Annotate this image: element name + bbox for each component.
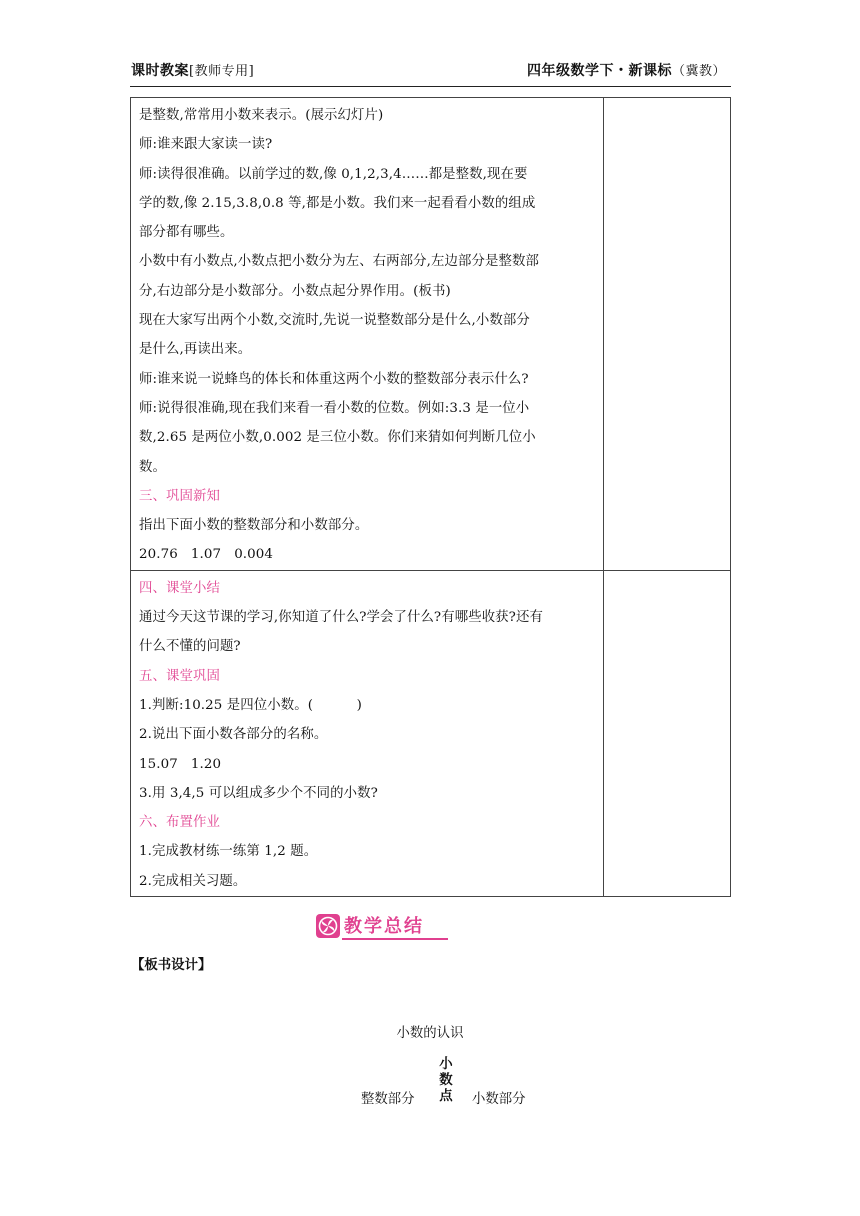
text-line: 2.说出下面小数各部分的名称。 (139, 727, 328, 743)
notes-cell (604, 570, 731, 896)
text-line: 师:读得很准确。以前学过的数,像 0,1,2,3,4……都是整数,现在要 (139, 166, 528, 182)
text-line: 指出下面小数的整数部分和小数部分。 (139, 518, 369, 534)
text-line: 20.76 1.07 0.004 (139, 547, 274, 563)
vertical-char: 数 (439, 1072, 453, 1088)
text-line: 师:谁来说一说蜂鸟的体长和体重这两个小数的整数部分表示什么? (139, 371, 529, 387)
lesson-table (130, 97, 731, 897)
text-line: 15.07 1.20 (139, 756, 222, 772)
text-line: 师:说得很准确,现在我们来看一看小数的位数。例如:3.3 是一位小 (139, 400, 530, 416)
board-design-label: 【板书设计】 (131, 957, 212, 973)
text-line: 师:谁来跟大家读一读? (139, 137, 273, 153)
text-line: 小数中有小数点,小数点把小数分为左、右两部分,左边部分是整数部 (139, 254, 539, 270)
pinwheel-icon (316, 914, 340, 938)
table-row (131, 98, 731, 571)
decimal-point-label (438, 1056, 454, 1104)
section-heading: 五、课堂巩固 (139, 668, 220, 684)
text-line: 学的数,像 2.15,3.8,0.8 等,都是小数。我们来一起看看小数的组成 (139, 195, 536, 211)
header-left (131, 60, 254, 80)
text-line: 是什么,再读出来。 (139, 342, 252, 358)
vertical-char: 小 (439, 1056, 453, 1072)
notes-cell (604, 98, 731, 571)
text-line: 数,2.65 是两位小数,0.002 是三位小数。你们来猜如何判断几位小 (139, 430, 536, 446)
section-summary (131, 571, 603, 896)
text-line: 是整数,常常用小数来表示。(展示幻灯片) (139, 108, 384, 123)
section-heading: 六、布置作业 (139, 815, 220, 831)
table-row (131, 570, 731, 896)
text-line: 什么不懂的问题? (139, 639, 241, 655)
text-line: 数。 (139, 459, 166, 475)
vertical-char: 点 (439, 1088, 453, 1104)
text-line: 现在大家写出两个小数,交流时,先说一说整数部分是什么,小数部分 (139, 313, 530, 329)
text-line: 通过今天这节课的学习,你知道了什么?学会了什么?有哪些收获?还有 (139, 610, 543, 626)
header-course: 四年级数学下・新课标 (526, 63, 672, 79)
text-line: 3.用 3,4,5 可以组成多少个不同的小数? (139, 785, 378, 801)
content-cell (131, 570, 604, 896)
integer-part-label: 整数部分 (361, 1092, 415, 1107)
header-title: 课时教案 (131, 63, 189, 79)
text-line: 分,右边部分是小数部分。小数点起分界作用。(板书) (139, 283, 451, 299)
header-edition: （冀教） (671, 64, 726, 79)
header-tag: [教师专用] (189, 64, 255, 79)
banner-underline (342, 938, 448, 940)
section-teaching-process (131, 98, 603, 570)
decimal-part-label: 小数部分 (472, 1092, 526, 1107)
header-right (527, 60, 726, 80)
section-heading: 三、巩固新知 (139, 488, 220, 504)
text-line: 部分都有哪些。 (139, 225, 234, 241)
text-line: 1.判断:10.25 是四位小数。( ) (139, 697, 362, 713)
content-cell (131, 98, 604, 571)
text-line: 1.完成教材练一练第 1,2 题。 (139, 844, 318, 860)
banner-title: 教学总结 (344, 916, 424, 937)
teaching-summary-banner (316, 913, 448, 939)
text-line: 2.完成相关习题。 (139, 873, 247, 889)
board-title: 小数的认识 (396, 1026, 464, 1041)
header-rule (130, 86, 731, 87)
section-heading: 四、课堂小结 (139, 580, 220, 596)
